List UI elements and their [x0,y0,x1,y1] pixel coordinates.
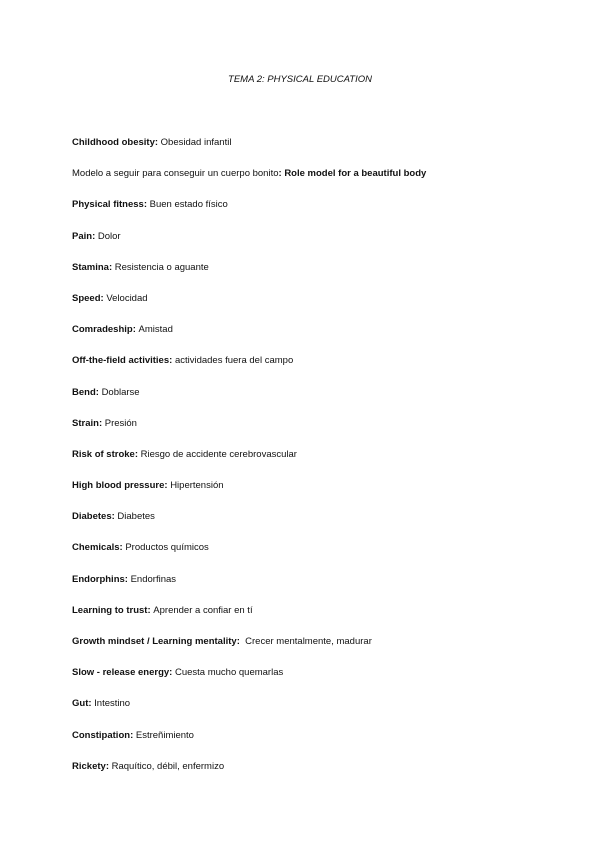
entry-separator: : [92,230,98,242]
entry-separator: : [111,511,118,523]
vocabulary-entry [72,541,532,572]
entry-tail: Intestino [94,698,131,710]
entry-separator: : [236,636,246,647]
vocabulary-entry [72,760,532,791]
entry-tail: Doblarse [101,386,140,398]
entry-separator: : [105,760,112,772]
entry-separator: : [108,261,115,273]
vocabulary-entry [72,448,532,479]
vocabulary-entry [72,136,532,167]
entry-lead: Constipation [72,729,131,741]
entry-lead: Modelo a seguir para conseguir un cuerpo bonito [72,168,279,180]
vocabulary-list [72,136,532,791]
vocabulary-entry [72,417,532,448]
entry-lead: Growth mindset / Learning mentality [72,636,237,647]
entry-lead: Bend [72,386,96,398]
entry-tail: Velocidad [106,292,148,304]
vocabulary-entry [72,198,532,229]
entry-lead: Physical fitness [72,199,144,211]
entry-tail: Cuesta mucho quemarlas [174,667,284,679]
entry-lead: Speed [72,292,101,304]
entry-separator: : [154,137,161,148]
page-title: TEMA 2: PHYSICAL EDUCATION [228,74,372,85]
entry-separator: : [88,698,95,710]
entry-separator: : [147,604,154,616]
entry-separator: : [143,199,150,211]
vocabulary-entry [72,323,532,354]
vocabulary-entry [72,697,532,728]
entry-tail: Endorfinas [130,573,177,585]
entry-lead: Risk of stroke [72,448,135,460]
vocabulary-entry [72,666,532,697]
entry-tail: Amistad [138,324,173,336]
vocabulary-entry [72,386,532,417]
vocabulary-entry [72,479,532,510]
entry-lead: Childhood obesity [72,137,155,148]
entry-separator: : [278,168,285,180]
entry-tail: Buen estado físico [149,199,228,211]
entry-lead: High blood pressure [72,480,165,492]
vocabulary-entry [72,292,532,323]
entry-separator: : [100,292,107,304]
entry-lead: Gut [72,698,89,710]
entry-lead: Strain [72,417,99,429]
entry-tail: actividades fuera del campo [174,355,294,367]
vocabulary-entry [72,510,532,541]
entry-lead: Comradeship [72,324,133,336]
entry-separator: : [119,542,126,554]
vocabulary-entry [72,261,532,292]
entry-lead: Slow - release energy [72,667,170,679]
entry-lead: Chemicals [72,542,120,554]
entry-lead: Pain [72,230,93,242]
entry-lead: Endorphins [72,573,125,585]
vocabulary-entry [72,167,532,198]
entry-separator: : [95,386,102,398]
entry-separator: : [134,448,141,460]
entry-tail: Hipertensión [170,480,224,492]
entry-tail: Obesidad infantil [160,137,232,148]
entry-separator: : [130,729,136,741]
entry-separator: : [124,573,131,585]
vocabulary-entry [72,230,532,261]
vocabulary-entry [72,635,532,666]
entry-tail: Aprender a confiar en tí [153,604,253,616]
entry-lead: Learning to trust [72,604,148,616]
entry-separator: : [132,324,139,336]
entry-tail: Estreñimiento [135,729,194,741]
vocabulary-entry [72,604,532,635]
entry-separator: : [98,417,105,429]
entry-separator: : [164,480,171,492]
entry-tail: Dolor [97,230,121,242]
entry-lead: Rickety [72,760,106,772]
entry-tail: Presión [104,417,137,429]
entry-lead: Stamina [72,261,109,273]
entry-tail: Productos químicos [125,542,209,554]
entry-tail: Crecer mentalmente, madurar [245,636,372,647]
entry-tail: Raquítico, débil, enfermizo [111,760,225,772]
entry-tail: Riesgo de accidente cerebrovascular [140,448,297,460]
entry-tail: Diabetes [117,511,155,523]
entry-lead: Diabetes [72,511,112,523]
entry-tail: Resistencia o aguante [114,261,209,273]
vocabulary-entry [72,729,532,760]
entry-tail: Role model for a beautiful body [284,168,427,180]
entry-separator: : [169,355,175,367]
vocabulary-entry [72,354,532,385]
entry-lead: Off-the-field activities [72,355,170,367]
vocabulary-entry [72,573,532,604]
entry-separator: : [169,667,175,679]
